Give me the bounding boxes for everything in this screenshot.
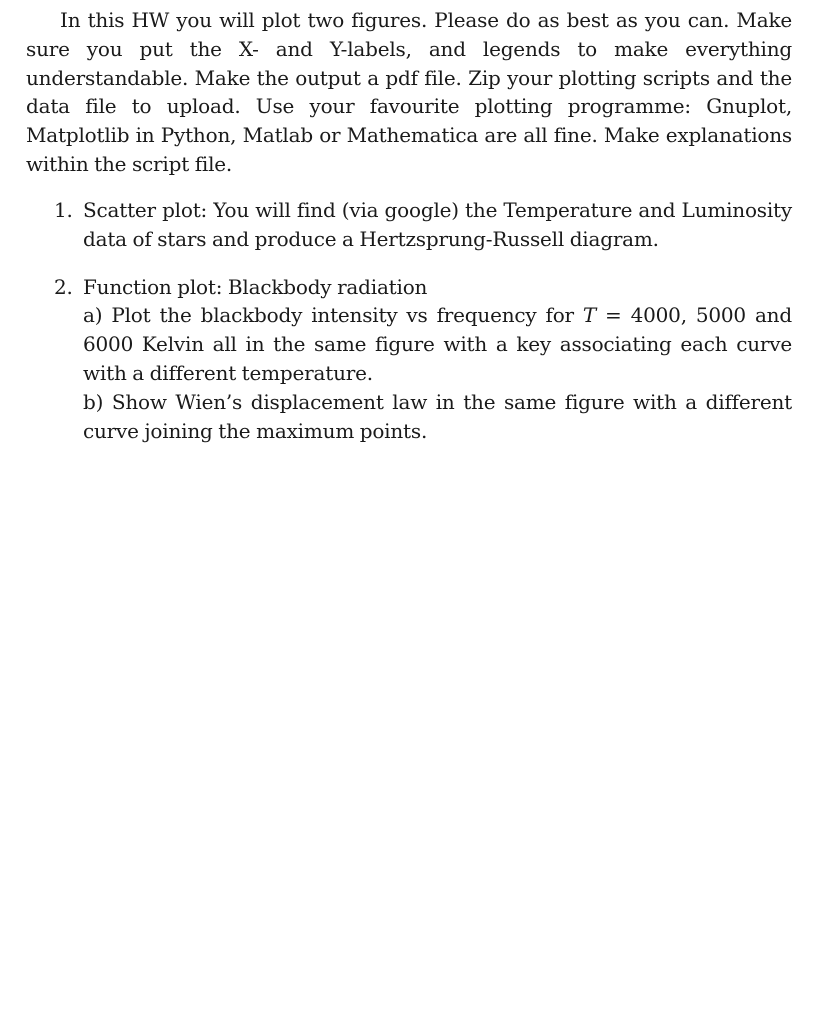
list-item — [26, 273, 792, 446]
intro-paragraph: In this HW you will plot two figures. Please do as best as you can. Make sure you put the X- and Y-labels, and legends to make everything understandable. Make the output a pdf file. Zip your plotting scripts and the data file to upload. Use your favourite plotting programme: Gnuplot, Matplotlib in Python, Matlab or Mathematica are all fine. Make explanations within the script file. — [26, 8, 792, 176]
part-a-pre: a) Plot the blackbody intensity vs frequency for — [83, 303, 574, 328]
part-b-text: b) Show Wien’s displacement law in the same figure with a different curve joining the maximum points. — [83, 389, 792, 443]
part-a-text — [83, 301, 792, 387]
task-list — [26, 196, 792, 464]
part-a-post: = 4000, 5000 and 6000 Kelvin all in the same figure with a key associating each curve with a different temperature. — [83, 303, 792, 385]
list-item — [26, 196, 792, 254]
item-number: 2. — [54, 274, 73, 299]
item-number: 1. — [54, 198, 73, 222]
function-plot-title: Function plot: Blackbody radiation — [83, 274, 428, 299]
scatter-plot-task: Scatter plot: You will find (via google) the Temperature and Luminosity data of stars and produce a Hertzsprung-Russell diagram. — [83, 198, 792, 251]
temperature-variable: T — [582, 303, 597, 328]
